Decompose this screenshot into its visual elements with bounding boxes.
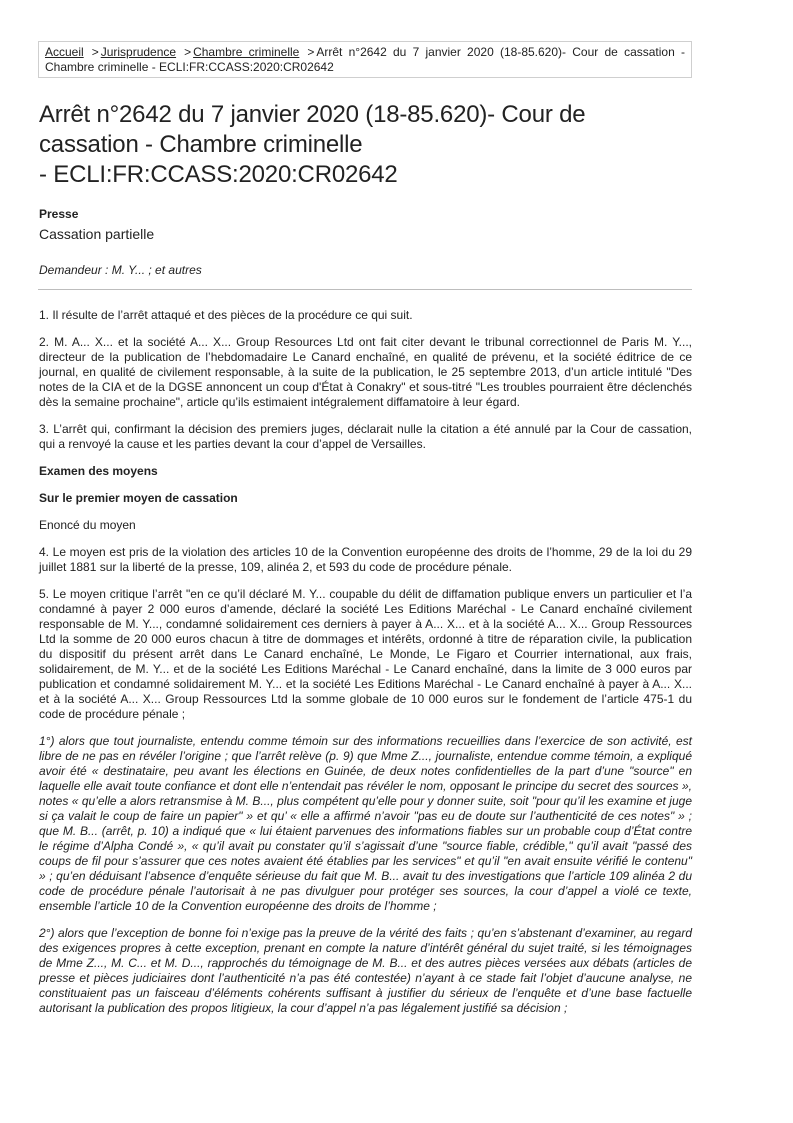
breadcrumb-home-link[interactable]: Accueil xyxy=(45,45,84,59)
page-title-line-2: cassation - Chambre criminelle xyxy=(39,131,363,158)
presse-label: Presse xyxy=(39,207,79,221)
paragraph-2: 2. M. A... X... et la société A... X... Group Resources Ltd ont fait citer devant le tribunal correctionnel de Paris M. Y..., directeur de la publication de l’hebdomadaire Le Canard enchaîné, en qualité de prévenu, et la société éditrice de ce journal, en qualité de civilement responsable, à la suite de la publication, le 25 septembre 2013, d’un article intitulé "Des notes de la CIA et de la DGSE annoncent un coup d'État à Conakry" et sous-titré "Les troubles pourraient être déclenchés dès la semaine prochaine", article qu’ils estimaient intégralement diffamatoire à leur égard. xyxy=(39,335,692,409)
heading-examen-des-moyens: Examen des moyens xyxy=(39,464,158,478)
breadcrumb-current: Arrêt n°2642 du 7 janvier 2020 (18-85.620)- Cour de cassation - Chambre criminelle - ECLI:FR:CCASS:2020:CR02642 xyxy=(45,45,685,74)
demandeur: Demandeur : M. Y... ; et autres xyxy=(39,263,202,277)
decision-outcome: Cassation partielle xyxy=(39,226,155,242)
paragraph-3: 3. L’arrêt qui, confirmant la décision des premiers juges, déclarait nulle la citation a été annulé par la Cour de cassation, qui a renvoyé la cause et les parties devant la cour d’appel de Versailles. xyxy=(39,422,692,451)
breadcrumb-jurisprudence-link[interactable]: Jurisprudence xyxy=(100,45,177,59)
paragraph-4: 4. Le moyen est pris de la violation des articles 10 de la Convention européenne des droits de l’homme, 29 de la loi du 29 juillet 1881 sur la liberté de la presse, 109, alinéa 2, et 593 du code de procédure pénale. xyxy=(39,545,692,574)
breadcrumb-separator: > xyxy=(91,45,99,59)
page-title xyxy=(39,100,699,190)
paragraph-branch-2: 2°) alors que l’exception de bonne foi n’exige pas la preuve de la vérité des faits ; qu’en s’abstenant d’examiner, au regard des exigences propres à cette exception, prenant en compte la nature d’intérêt général du sujet traité, si les témoignages de Mme Z..., M. C... et M. D..., rapprochés du témoignage de M. B... et des autres pièces versées aux débats (articles de presse et pièces judiciaires dont l’authenticité n’a pas été contestée) n’ayant à ce stade fait l’objet d’aucune analyse, ne constituaient pas un faisceau d’éléments cohérents suffisant à justifier du sérieux de l’enquête et d’une base factuelle autorisant la publication des propos litigieux, la cour d’appel n’a pas légalement justifié sa décision ; xyxy=(39,926,692,1015)
breadcrumb-separator: > xyxy=(184,45,192,59)
paragraph-1: 1. Il résulte de l’arrêt attaqué et des pièces de la procédure ce qui suit. xyxy=(39,308,413,322)
breadcrumb-chamber-link[interactable]: Chambre criminelle xyxy=(193,45,300,59)
decision-body xyxy=(39,308,692,1028)
enonce-du-moyen: Enoncé du moyen xyxy=(39,518,136,532)
divider xyxy=(38,289,692,290)
breadcrumb-separator: > xyxy=(307,45,315,59)
breadcrumb xyxy=(38,41,692,78)
page-title-line-3: - ECLI:FR:CCASS:2020:CR02642 xyxy=(39,161,398,188)
page-title-line-1: Arrêt n°2642 du 7 janvier 2020 (18-85.620)- Cour de xyxy=(39,101,586,128)
heading-premier-moyen: Sur le premier moyen de cassation xyxy=(39,491,238,505)
paragraph-5: 5. Le moyen critique l’arrêt "en ce qu’il déclaré M. Y... coupable du délit de diffamation publique envers un particulier et l’a condamné à payer 2 000 euros d’amende, déclaré la société Les Editions Maréchal - Le Canard enchaîné civilement responsable de M. Y..., condamné solidairement ces derniers à payer à A... X... et à la société A... X... Group Ressources Ltd la somme de 20 000 euros chacun à titre de dommages et intérêts, ordonné à titre de réparation civile, la publication du dispositif du présent arrêt dans Le Canard enchaîné, Le Monde, Le Figaro et Courrier international, aux frais, solidairement, de M. Y... et de la société Les Editions Maréchal - Le Canard enchaîné, dans la limite de 3 000 euros par publication et condamné solidairement M. Y... et la société Les Editions Maréchal - Le Canard enchaîné à payer à A... X... et à la société A... X... Group Ressources Ltd la somme globale de 10 000 euros sur le fondement de l’article 475-1 du code de procédure pénale ; xyxy=(39,587,692,721)
paragraph-branch-1: 1°) alors que tout journaliste, entendu comme témoin sur des informations recueillies dans l’exercice de son activité, est libre de ne pas en révéler l’origine ; que l’arrêt relève (p. 9) que Mme Z..., journaliste, entendue comme témoin, a expliqué avoir été « destinataire, peu avant les élections en Guinée, de deux notes confidentielles de la part d’une "source" en laquelle elle avait toute confiance et dont elle n’entendait pas révéler le nom, opposant le principe du secret des sources », notes « qu’elle a alors retransmise à M. B..., plus compétent qu’elle pour y donner suite, soit "pour qu’il les examine et juge si ça valait le coup de faire un papier" » et qu’ « elle a affirmé n’avoir "pas eu de doute sur l’authenticité de ces notes" » ; que M. B... (arrêt, p. 10) a indiqué que « lui étaient parvenues des informations fiables sur un probable coup d’État contre le régime d’Alpha Condé », « qu’il avait pu constater qu’il s’agissait d’une "source fiable, crédible," qu’il avait "passé des coups de fil pour s’assurer que ces notes avaient été établies par les services" et qu’il "en avait ensuite vérifié le contenu" » ; qu’en déduisant l’absence d’enquête sérieuse du fait que M. B... avait tu des investigations que l’article 109 alinéa 2 du code de procédure pénale l’autorisait à ne pas divulguer pour protéger ses sources, la cour d’appel a violé ce texte, ensemble l’article 10 de la Convention européenne des droits de l’homme ; xyxy=(39,734,692,913)
